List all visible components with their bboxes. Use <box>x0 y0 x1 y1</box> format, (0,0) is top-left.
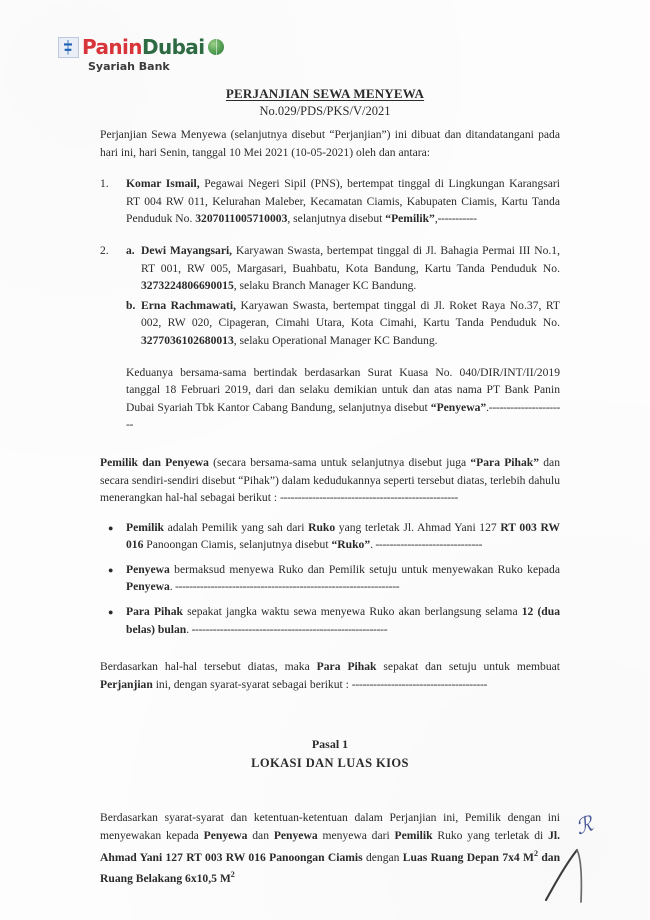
agreement-intro-t1: Berdasarkan hal-hal tersebut diatas, maka <box>100 660 317 674</box>
agreement-intro-b2: Perjanjian <box>100 677 153 691</box>
party-1-dashes: ,----------- <box>434 212 477 226</box>
recital-2-b1: Penyewa <box>126 562 170 576</box>
logo-subtitle: Syariah Bank <box>88 60 170 73</box>
parties-clause-paragraph <box>100 454 560 507</box>
parties-clause-text-1: (secara bersama-sama untuk selanjutnya disebut juga <box>208 455 471 469</box>
party-2a-id-number: 3273224806690015 <box>141 279 234 293</box>
recital-3-text <box>126 603 560 638</box>
document-number: No.029/PDS/PKS/V/2021 <box>259 104 391 118</box>
pasal-heading-block <box>100 737 560 771</box>
pasal-body-b2: Penyewa <box>273 829 318 843</box>
opening-paragraph: Perjanjian Sewa Menyewa (selanjutnya disebut “Perjanjian”) ini dibuat dan ditandatangani pada hari ini, hari Senin, tanggal 10 Mei 2021 (10-05-2021) oleh dan antara: <box>100 128 560 159</box>
party-item-1 <box>100 175 560 228</box>
poa-text-2: tanggal 18 Februari 2019, dari dan selaku demikian untuk dan atas nama PT Bank Panin Dubai Syariah Tbk Kantor Cabang Bandung, selanjutnya disebut <box>126 383 560 414</box>
agreement-intro-t3: ini, dengan syarat-syarat sebagai berikut : <box>152 677 352 691</box>
party-2a-text-after: , selaku Branch Manager KC Bandung. <box>233 279 417 293</box>
bullet-icon: ● <box>108 522 114 533</box>
party-2a-text <box>141 242 560 295</box>
party-2b-name: Erna Rachmawati, <box>141 298 237 312</box>
pasal-body-b3: Pemilik <box>394 829 433 843</box>
agreement-intro-paragraph <box>100 658 560 693</box>
handwritten-initial-mark: ℛ <box>572 811 596 840</box>
parties-clause-dashes: -------------------------------------------------- <box>279 491 458 505</box>
party-1-text-after: , selanjutnya disebut <box>287 212 386 226</box>
party-2-body <box>126 242 560 350</box>
recital-3-t1: sepakat jangka waktu sewa menyewa Ruko akan berlangsung selama <box>182 605 522 619</box>
panin-mark-icon <box>58 37 79 58</box>
bullet-icon: ● <box>108 564 114 575</box>
party-2b-text <box>141 297 560 350</box>
recital-1-dashes: . ------------------------------ <box>370 538 483 552</box>
agreement-intro-t2: sepakat dan setuju untuk membuat <box>376 660 560 674</box>
party-2-number: 2. <box>100 243 109 257</box>
party-item-2 <box>100 242 560 350</box>
recital-3-dashes: . ------------------------------------------------------- <box>186 622 388 636</box>
pasal-body-address: Jl. Ahmad Yani 127 RT 003 RW 016 Panoongan Ciamis <box>100 829 560 864</box>
party-2b-text-after: , selaku Operational Manager KC Bandung. <box>233 333 438 347</box>
poa-text-1: Keduanya bersama-sama bertindak berdasarkan Surat Kuasa No. <box>126 365 460 379</box>
agreement-intro-dashes: -------------------------------------- <box>351 677 488 691</box>
list-item <box>100 519 560 554</box>
recital-3-body <box>126 603 560 638</box>
recital-1-b3: RT 003 RW 016 <box>126 520 561 552</box>
party-2a-body <box>141 242 560 295</box>
recital-1-t3: Panoongan Ciamis, selanjutnya disebut <box>143 538 332 552</box>
pasal-body-b1: Penyewa <box>203 829 248 843</box>
party-2b <box>126 297 560 350</box>
recital-3-b2: 12 (dua belas) bulan <box>126 605 560 636</box>
party-2a-letter: a. <box>126 243 135 257</box>
party-1-text <box>126 175 560 228</box>
globe-icon <box>208 39 224 55</box>
list-item <box>100 561 560 596</box>
panin-dubai-syariah-bank-logo <box>58 36 258 73</box>
page-title: PERJANJIAN SEWA MENYEWA <box>225 86 425 101</box>
pasal-body-t4: Ruko yang terletak di <box>432 829 549 843</box>
pasal-body-t1: Berdasarkan syarat-syarat dan ketentuan-ketentuan dalam Perjanjian ini, Pemilik dengan ini menyewakan kepada <box>100 811 560 843</box>
poa-role: “Penyewa” <box>430 400 487 414</box>
recitals-list <box>100 519 560 639</box>
recital-2-b2: Penyewa <box>126 580 170 594</box>
recital-3-b1: Para Pihak <box>126 605 183 619</box>
recital-1-b2: Ruko <box>308 520 336 534</box>
party-1-role: “Pemilik” <box>385 212 435 226</box>
pasal-body-area-front: Luas Ruang Depan 7x4 M <box>402 850 534 864</box>
recital-1-b1: Pemilik <box>126 520 164 534</box>
parties-clause-text-2: dan secara sendiri-sendiri disebut “Pihak”) dalam kedudukannya seperti tersebut diatas, terlebih dahulu menerangkan hal-hal sebagai berikut : <box>100 455 561 505</box>
party-2b-body <box>141 297 560 350</box>
party-1-name: Komar Ismail, <box>126 177 200 191</box>
party-2a-name: Dewi Mayangsari, <box>141 243 233 257</box>
party-2b-letter: b. <box>126 298 136 312</box>
recital-1-text <box>126 519 560 554</box>
recital-1-body <box>126 519 560 554</box>
list-item <box>100 603 560 638</box>
party-2b-id-number: 3277036102680013 <box>141 333 234 347</box>
power-of-attorney-block <box>126 364 560 434</box>
party-1-id-number: 3207011005710003 <box>195 212 288 226</box>
logo-text-panin: Panin <box>82 35 142 59</box>
bullet-icon: ● <box>108 607 114 618</box>
party-2b-detail: Karyawan Swasta, bertempat tinggal di Jl. Roket Raya No.37, RT 002, RW 020, Cipageran, Cimahi Utara, Kota Cimahi, Kartu Tanda Penduduk No. <box>141 298 560 330</box>
recital-1-t2: yang terletak Jl. Ahmad Yani 127 <box>335 520 501 534</box>
party-2a <box>126 242 560 295</box>
logo-text-dubai: Dubai <box>141 35 205 59</box>
pasal-body-sup-1: 2 <box>534 848 538 858</box>
recital-1-t1: adalah Pemilik yang sah dari <box>164 520 309 534</box>
power-of-attorney-paragraph <box>126 364 560 434</box>
pasal-body-t2: dan <box>247 829 274 843</box>
agreement-intro-b1: Para Pihak <box>316 660 377 674</box>
parties-clause-lead: Pemilik dan Penyewa <box>100 455 209 469</box>
poa-dashes: .---------------------- <box>126 400 560 432</box>
recital-2-t1: bermaksud menyewa Ruko dan Pemilik setuju untuk menyewakan Ruko kepada <box>169 562 560 576</box>
pasal-body-sup-2: 2 <box>230 870 235 880</box>
pasal-body-t3: menyewa dari <box>317 829 395 843</box>
parties-clause-term: “Para Pihak” <box>470 455 540 469</box>
poa-surat-kuasa-number: 040/DIR/INT/II/2019 <box>459 365 560 379</box>
recital-2-body <box>126 561 560 596</box>
logo-wordmark-row <box>58 36 258 58</box>
pasal-body-area-back: dan Ruang Belakang 6x10,5 M <box>100 850 561 885</box>
party-2a-detail: Karyawan Swasta, bertempat tinggal di Jl. Bahagia Permai III No.1, RT 001, RW 005, Margasari, Buahbatu, Kota Bandung, Kartu Tanda Penduduk No. <box>141 243 560 275</box>
document-body <box>100 126 560 888</box>
party-1-detail: Pegawai Negeri Sipil (PNS), bertempat tinggal di Lingkungan Karangsari RT 004 RW 011, Kelurahan Maleber, Kecamatan Ciamis, Kabupaten Ciamis, Kartu Tanda Penduduk No. <box>126 177 560 226</box>
party-1-body <box>126 175 560 228</box>
handwritten-pen-stroke <box>540 838 600 910</box>
pasal-title: LOKASI DAN LUAS KIOS <box>251 756 409 771</box>
party-1-number: 1. <box>100 177 109 191</box>
pasal-number: Pasal 1 <box>311 737 349 752</box>
pasal-body-t5: dengan <box>362 850 403 864</box>
pasal-1-body-paragraph <box>100 809 560 887</box>
recital-2-text <box>126 561 560 596</box>
document-title-block <box>0 86 650 119</box>
recital-2-dashes: . --------------------------------------------------------------- <box>169 580 400 594</box>
recital-1-b4: “Ruko” <box>331 538 371 552</box>
